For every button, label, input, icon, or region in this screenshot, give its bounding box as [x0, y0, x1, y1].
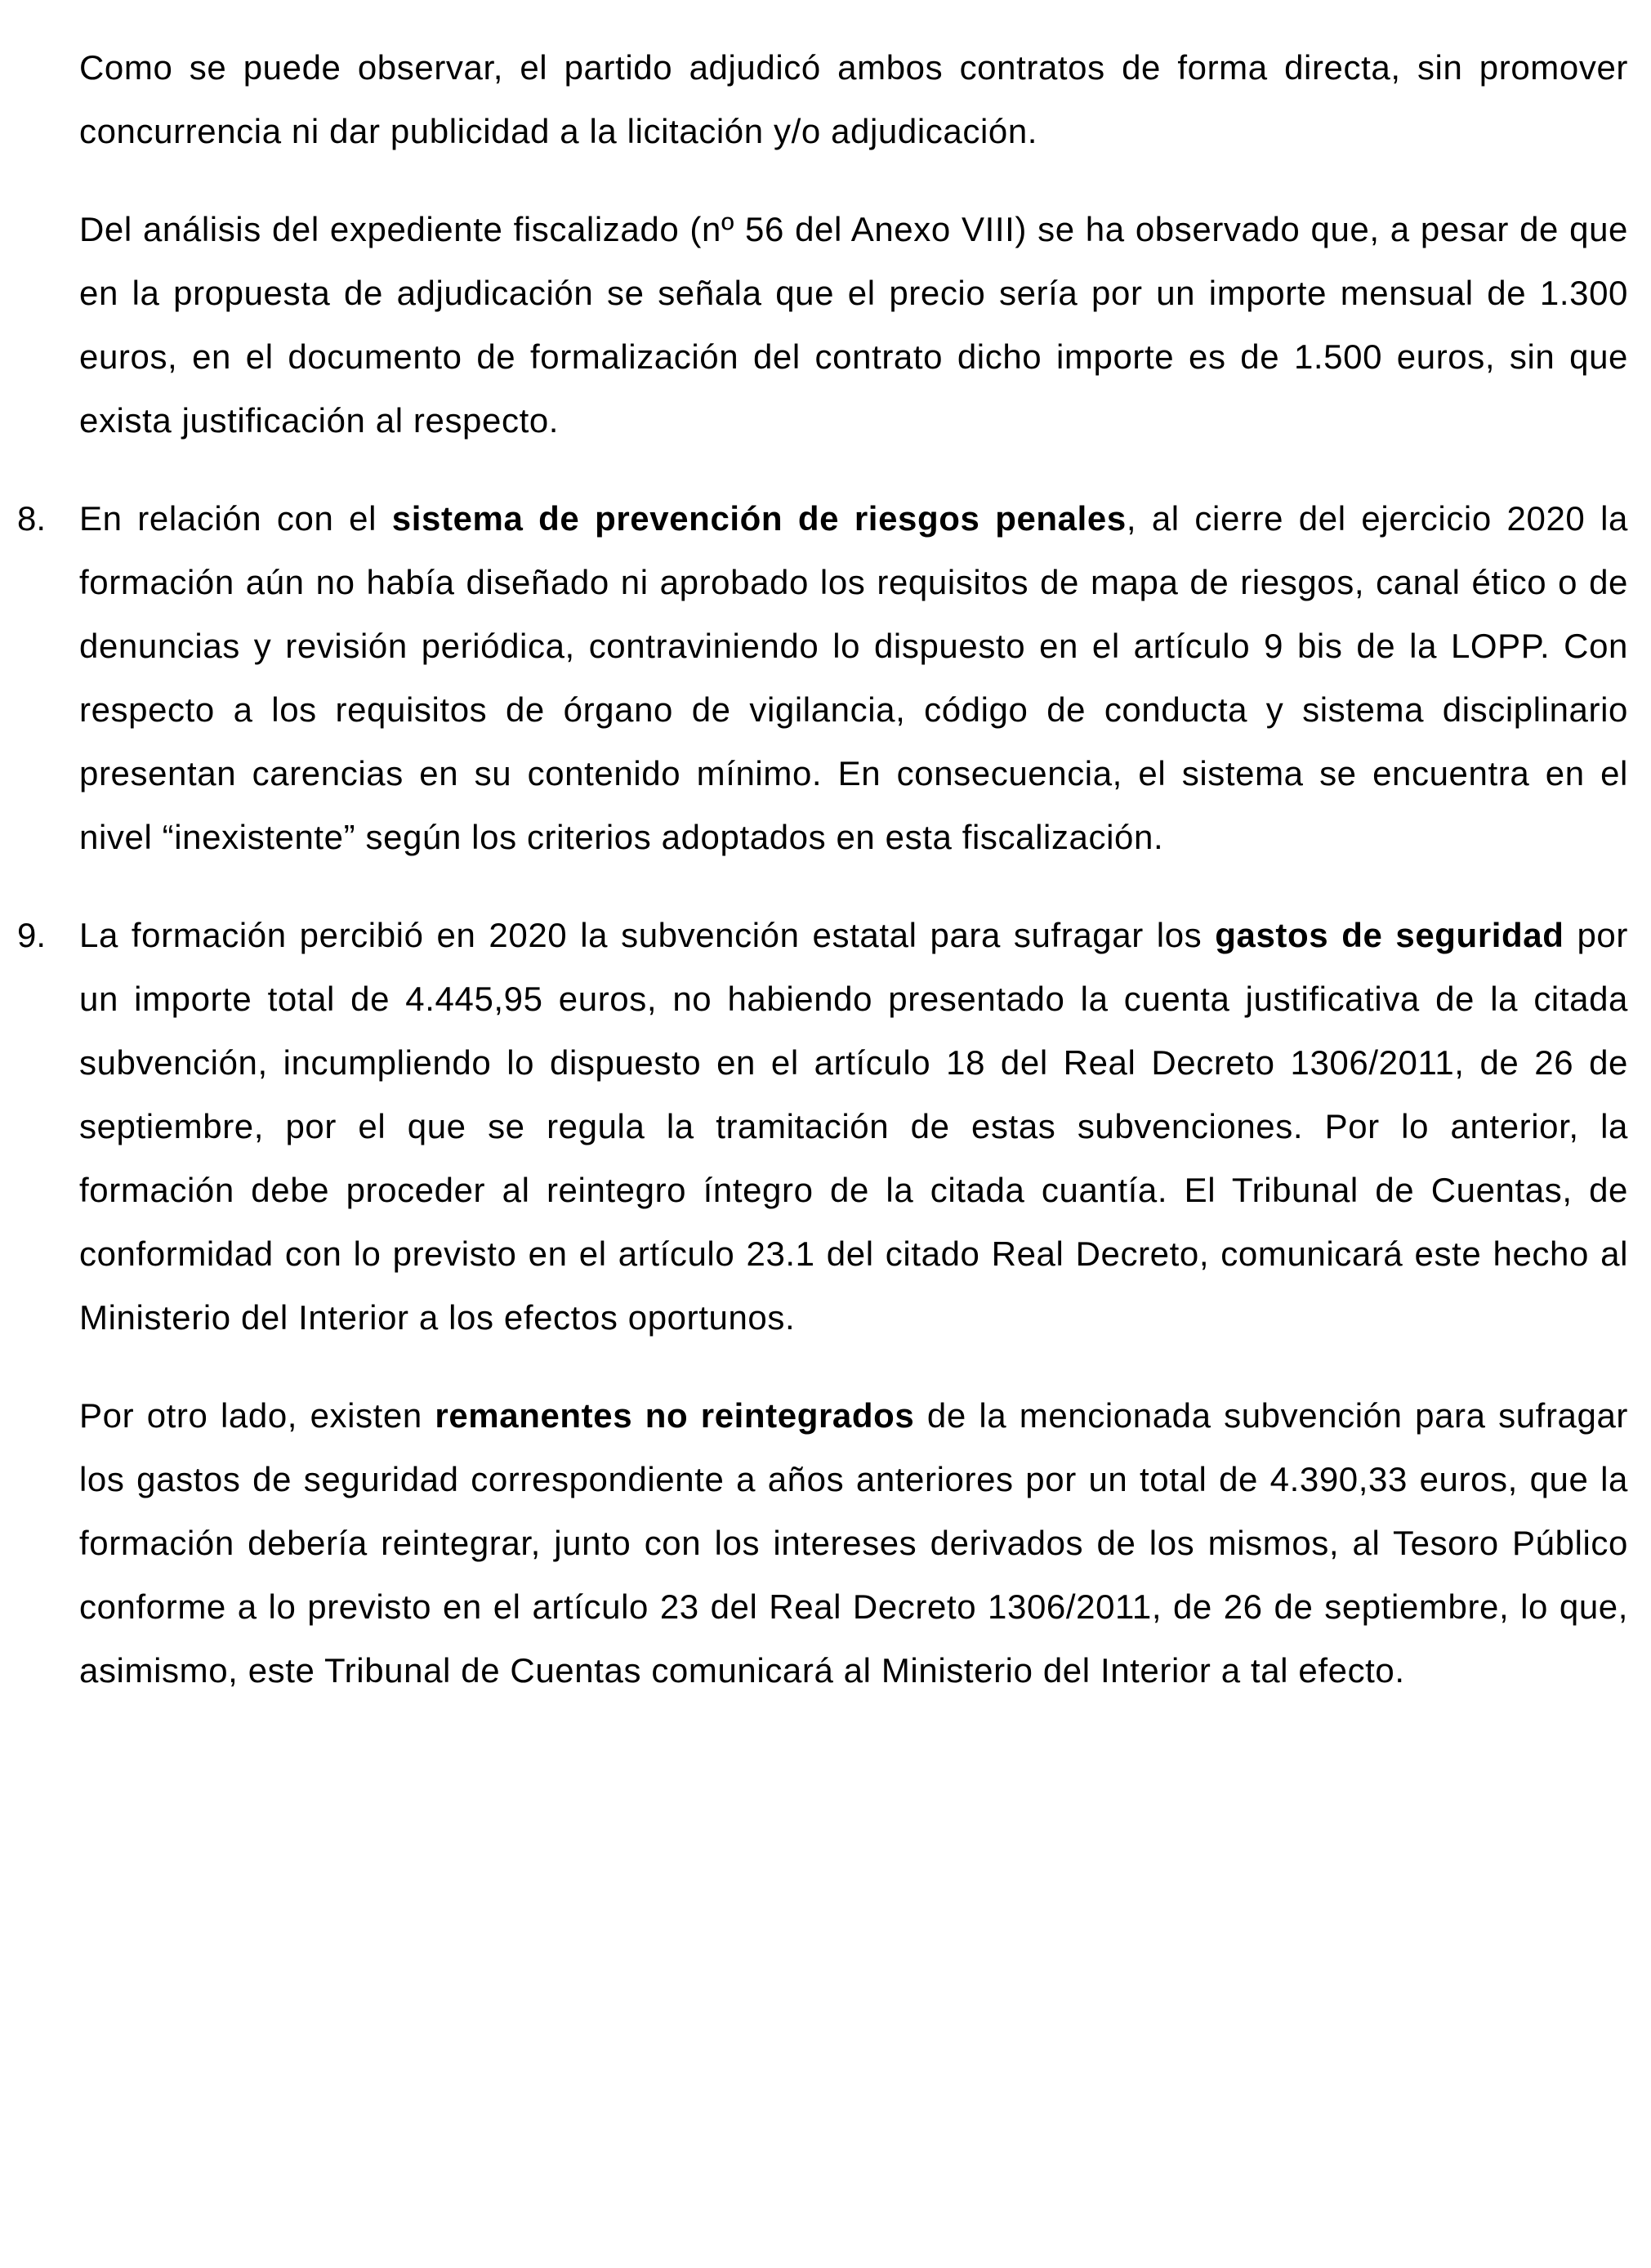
paragraph-text	[79, 1384, 1628, 1703]
text-run: En relación con el	[79, 499, 392, 538]
paragraph-remanentes	[79, 1384, 1628, 1703]
paragraph-contracts	[79, 36, 1628, 163]
paragraph-text: Como se puede observar, el partido adjudicó ambos contratos de forma directa, sin promover concurrencia ni dar publicidad a la licitación y/o adjudicación.	[79, 48, 1628, 150]
text-run: La formación percibió en 2020 la subvención estatal para sufragar los	[79, 916, 1216, 954]
paragraph-gap	[79, 869, 1628, 904]
list-item-number: 8.	[17, 499, 47, 538]
paragraph-text: Del análisis del expediente fiscalizado (nº 56 del Anexo VIII) se ha observado que, a pesar de que en la propuesta de adjudicación se señala que el precio sería por un importe mensual de 1.300 euros, en el documento de formalización del contrato dicho importe es de 1.500 euros, sin que exista justificación al respecto.	[79, 210, 1628, 440]
list-item-text	[79, 487, 1628, 869]
text-run: de la mencionada subvención para sufragar los gastos de seguridad correspondiente a años anteriores por un total de 4.390,33 euros, que la formación debería reintegrar, junto con los intereses derivados de los mismos, al Tesoro Público conforme a lo previsto en el artículo 23 del Real Decreto 1306/2011, de 26 de septiembre, lo que, asimismo, este Tribunal de Cuentas comunicará al Ministerio del Interior a tal efecto.	[79, 1396, 1628, 1690]
paragraph-gap	[79, 453, 1628, 487]
paragraph-gap	[79, 163, 1628, 198]
bold-term: sistema de prevención de riesgos penales	[391, 499, 1127, 538]
document-page	[17, 36, 1629, 1703]
paragraph-gap	[79, 1350, 1628, 1384]
text-run: por un importe total de 4.445,95 euros, no habiendo presentado la cuenta justificativa de la citada subvención, incumpliendo lo dispuesto en el artículo 18 del Real Decreto 1306/2011, de 26 de septiembre, por el que se regula la tramitación de estas subvenciones. Por lo anterior, la formación debe proceder al reintegro íntegro de la citada cuantía. El Tribunal de Cuentas, de conformidad con lo previsto en el artículo 23.1 del citado Real Decreto, comunicará este hecho al Ministerio del Interior a los efectos oportunos.	[79, 916, 1628, 1337]
text-run: , al cierre del ejercicio 2020 la formación aún no había diseñado ni aprobado los requisitos de mapa de riesgos, canal ético o de denuncias y revisión periódica, contraviniendo lo dispuesto en el artículo 9 bis de la LOPP. Con respecto a los requisitos de órgano de vigilancia, código de conducta y sistema disciplinario presentan carencias en su contenido mínimo. En consecuencia, el sistema se encuentra en el nivel “inexistente” según los criterios adoptados en esta fiscalización.	[79, 499, 1629, 856]
list-item-number: 9.	[17, 916, 47, 954]
bold-term: gastos de seguridad	[1215, 916, 1564, 954]
text-run: Por otro lado, existen	[79, 1396, 435, 1435]
list-item-8	[17, 487, 1629, 869]
list-item-text	[79, 904, 1628, 1350]
list-item-9	[17, 904, 1628, 1350]
bold-term: remanentes no reintegrados	[435, 1396, 915, 1435]
paragraph-expediente	[79, 198, 1628, 453]
